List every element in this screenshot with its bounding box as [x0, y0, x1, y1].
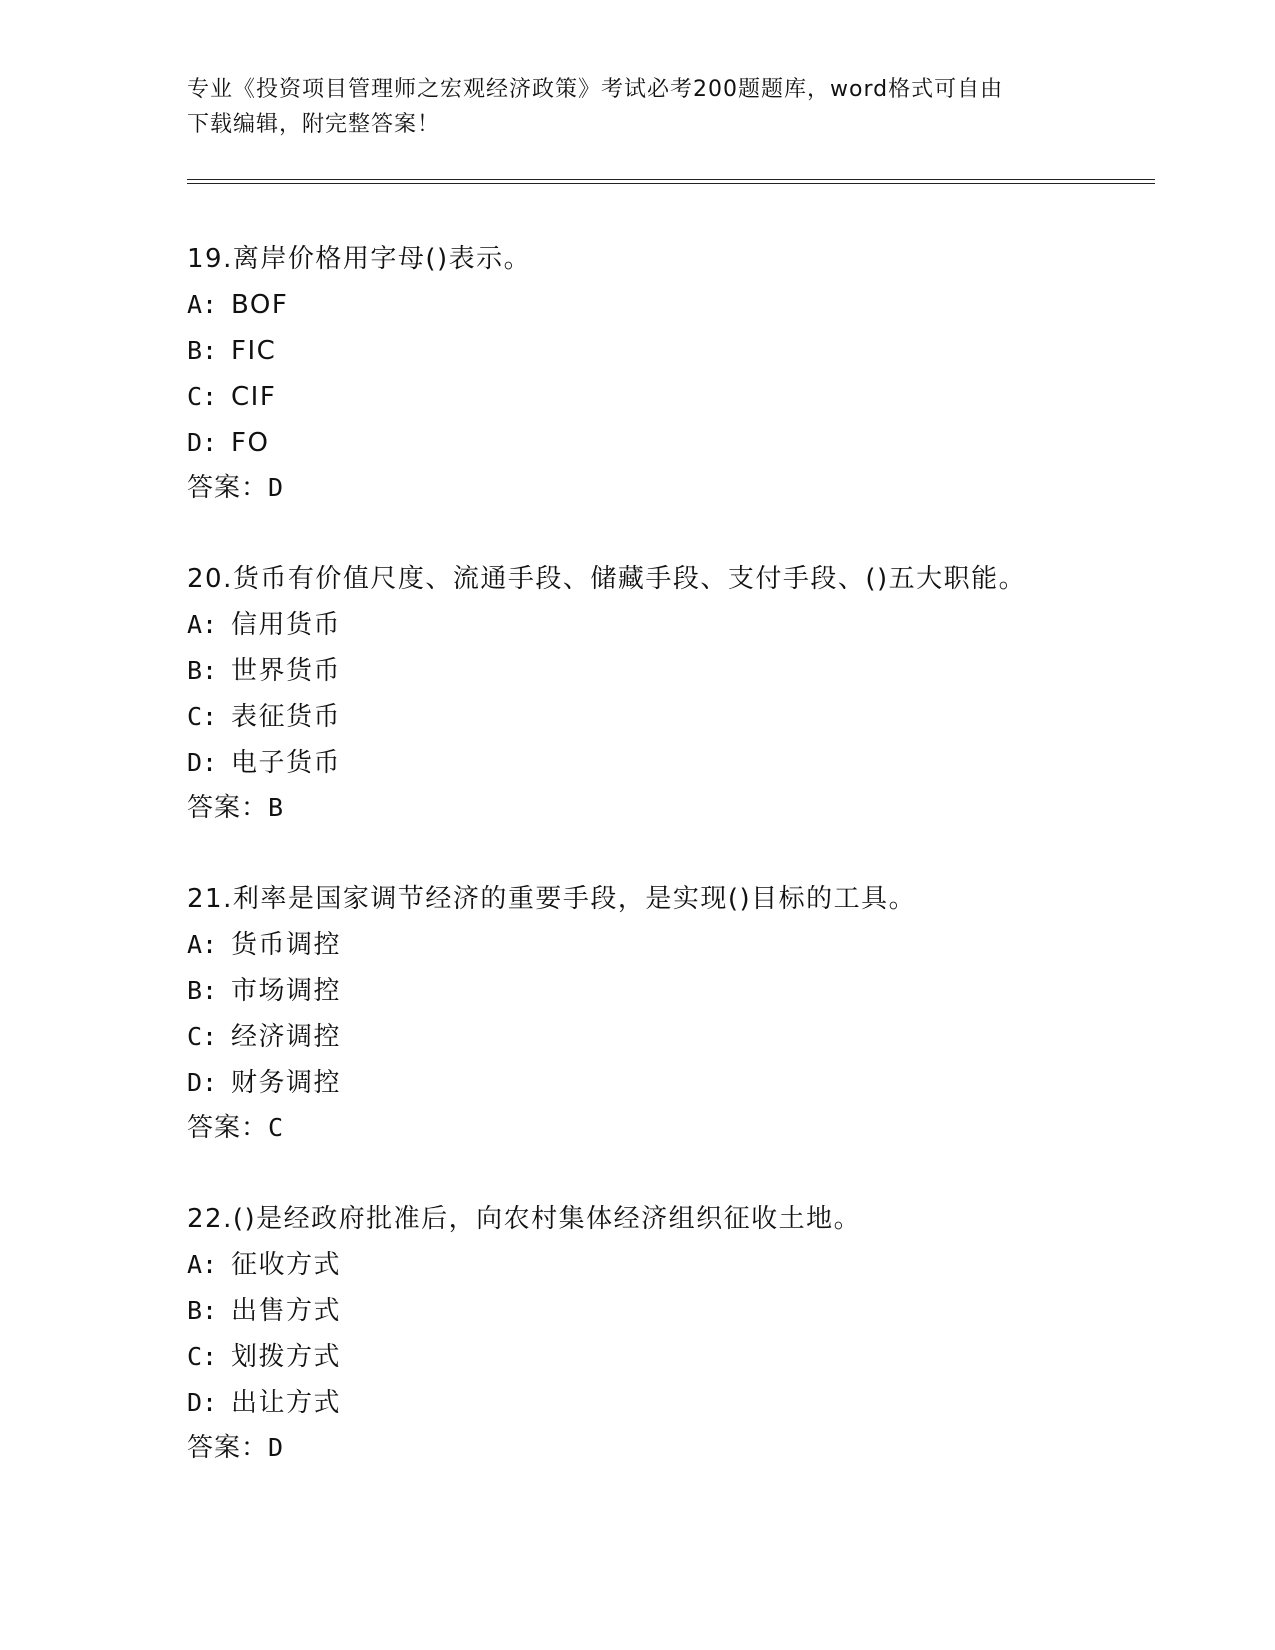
option-b	[187, 968, 1187, 1014]
answer-label: 答案：	[187, 1433, 269, 1463]
option-text: 划拨方式	[231, 1342, 342, 1372]
answer-label: 答案：	[187, 473, 269, 503]
option-letter: B:	[187, 336, 218, 365]
answer-label: 答案：	[187, 1113, 269, 1143]
option-letter: C:	[187, 1022, 218, 1051]
question-block	[187, 876, 1187, 1150]
answer-value: D	[268, 1433, 284, 1462]
option-b	[187, 648, 1187, 694]
option-letter: A:	[187, 930, 218, 959]
option-letter: D:	[187, 748, 218, 777]
option-letter: D:	[187, 1068, 218, 1097]
question-block	[187, 1196, 1187, 1470]
option-letter: D:	[187, 1388, 218, 1417]
option-b	[187, 1288, 1187, 1334]
answer-line	[187, 1106, 1187, 1150]
answer-label: 答案：	[187, 793, 269, 823]
answer-line	[187, 786, 1187, 830]
option-d	[187, 1380, 1187, 1426]
option-letter: B:	[187, 1296, 218, 1325]
option-text: 电子货币	[231, 748, 342, 778]
option-text: BOF	[231, 290, 289, 320]
option-letter: B:	[187, 656, 218, 685]
option-a	[187, 602, 1187, 648]
option-text: 出售方式	[231, 1296, 342, 1326]
option-letter: A:	[187, 610, 218, 639]
answer-line	[187, 1426, 1187, 1470]
question-block	[187, 236, 1187, 510]
answer-value: C	[268, 1113, 284, 1142]
option-text: FO	[231, 428, 270, 458]
header-line-1: 专业《投资项目管理师之宏观经济政策》考试必考200题题库，word格式可自由	[187, 77, 1004, 102]
option-letter: C:	[187, 382, 218, 411]
option-letter: A:	[187, 290, 218, 319]
option-letter: B:	[187, 976, 218, 1005]
header-divider-top	[187, 179, 1155, 180]
option-text: 财务调控	[231, 1068, 342, 1098]
option-text: 货币调控	[231, 930, 342, 960]
option-d	[187, 1060, 1187, 1106]
answer-value: B	[268, 793, 284, 822]
option-letter: A:	[187, 1250, 218, 1279]
option-letter: C:	[187, 702, 218, 731]
option-letter: C:	[187, 1342, 218, 1371]
option-text: 表征货币	[231, 702, 342, 732]
question-stem: 19.离岸价格用字母()表示。	[187, 244, 532, 274]
document-header	[187, 72, 1087, 142]
option-a	[187, 922, 1187, 968]
option-b	[187, 328, 1187, 374]
question-stem: 21.利率是国家调节经济的重要手段，是实现()目标的工具。	[187, 884, 917, 914]
option-d	[187, 420, 1187, 466]
option-letter: D:	[187, 428, 218, 457]
option-a	[187, 1242, 1187, 1288]
answer-line	[187, 466, 1187, 510]
option-c	[187, 694, 1187, 740]
option-text: 信用货币	[231, 610, 342, 640]
question-stem: 20.货币有价值尺度、流通手段、储藏手段、支付手段、()五大职能。	[187, 564, 1027, 594]
option-c	[187, 1334, 1187, 1380]
option-c	[187, 374, 1187, 420]
option-text: 世界货币	[231, 656, 342, 686]
option-text: FIC	[231, 336, 277, 366]
option-c	[187, 1014, 1187, 1060]
answer-value: D	[268, 473, 284, 502]
option-a	[187, 282, 1187, 328]
header-divider-bottom	[187, 183, 1155, 184]
header-line-2: 下载编辑，附完整答案！	[187, 112, 441, 137]
question-stem: 22.()是经政府批准后，向农村集体经济组织征收土地。	[187, 1204, 862, 1234]
option-text: CIF	[231, 382, 277, 412]
option-text: 征收方式	[231, 1250, 342, 1280]
option-text: 出让方式	[231, 1388, 342, 1418]
option-text: 市场调控	[231, 976, 342, 1006]
option-d	[187, 740, 1187, 786]
option-text: 经济调控	[231, 1022, 342, 1052]
question-block	[187, 556, 1187, 830]
